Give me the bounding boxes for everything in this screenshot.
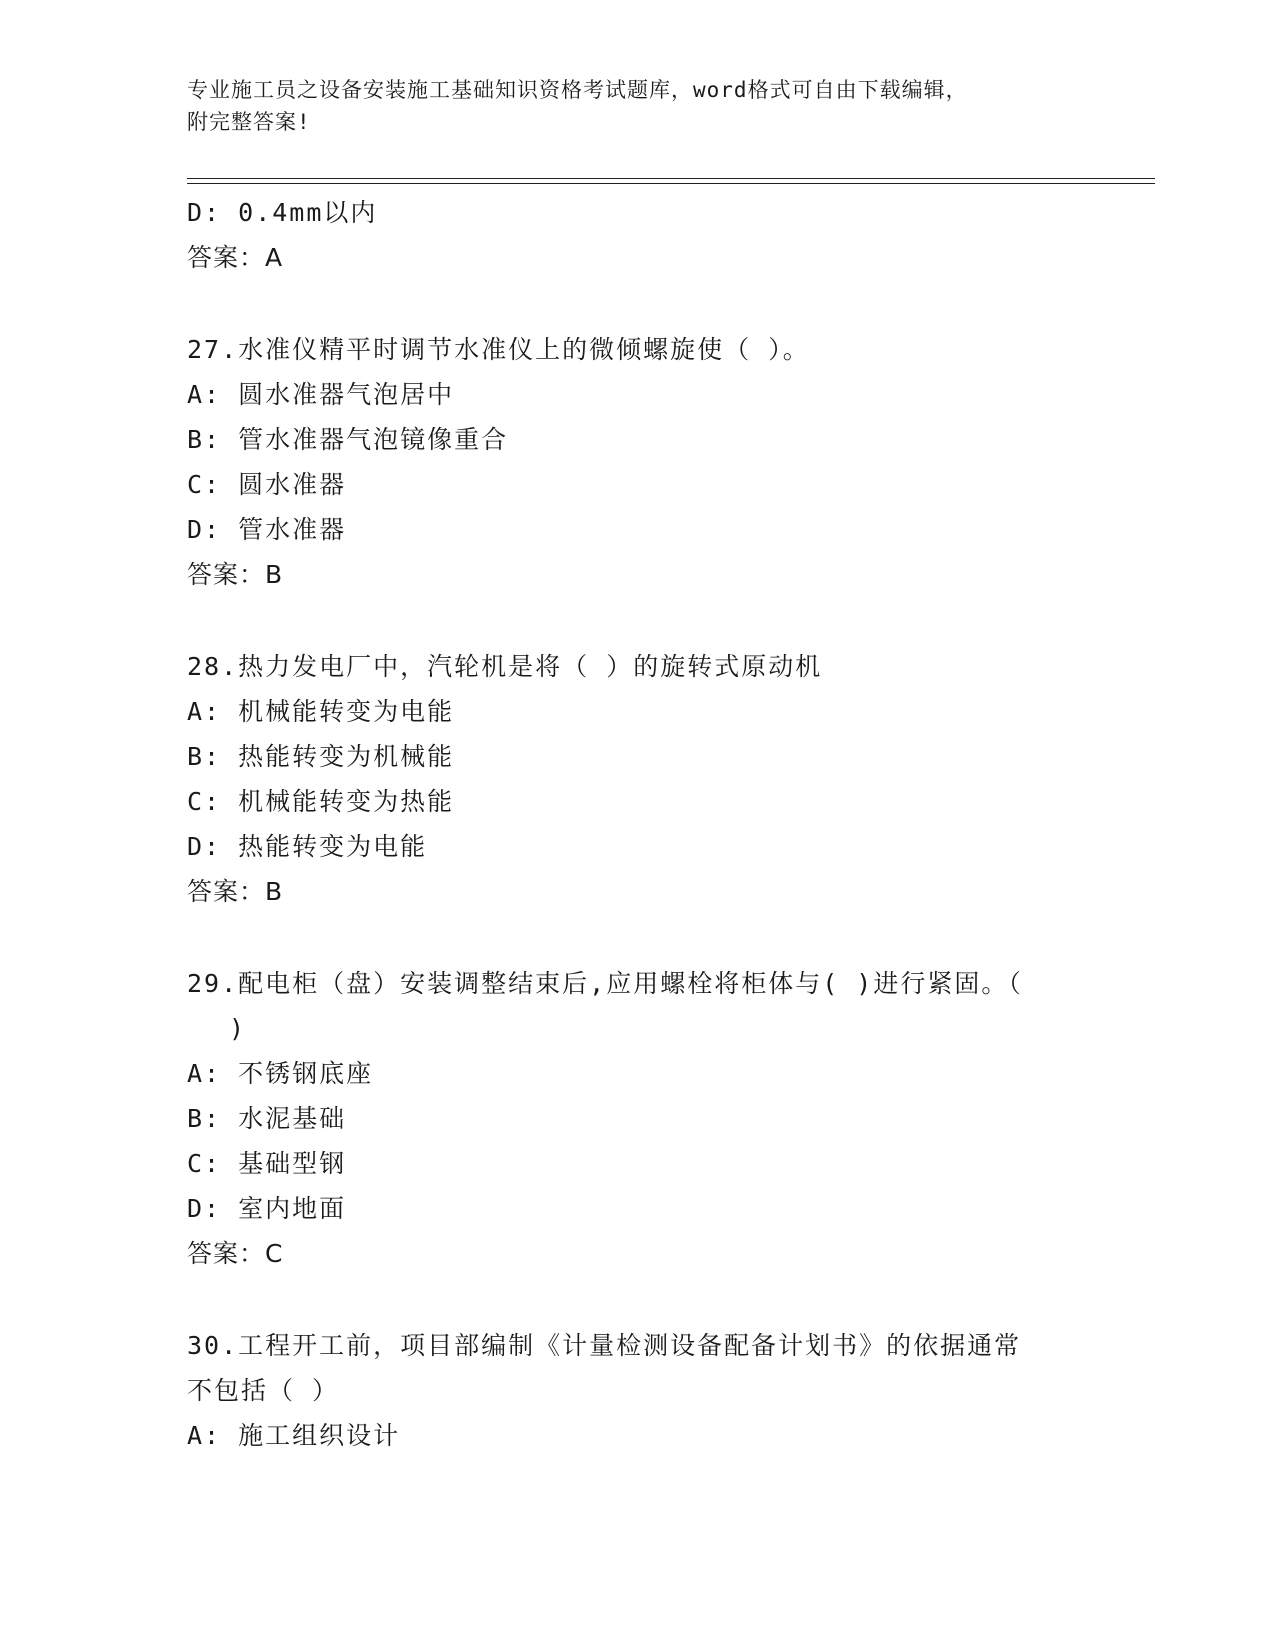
answer-line: 答案：A (187, 243, 284, 272)
spacer (187, 914, 1087, 961)
option-d: D: 管水准器 (187, 515, 347, 544)
option-d: D: 热能转变为电能 (187, 832, 428, 861)
option-d: D: 0.4mm以内 (187, 198, 378, 227)
question-stem-continuation: 不包括（ ） (187, 1376, 340, 1405)
header-line-1: 专业施工员之设备安装施工基础知识资格考试题库，word格式可自由下载编辑， (187, 78, 968, 102)
question-stem-continuation: ) (229, 1014, 247, 1043)
question-28 (187, 644, 1087, 914)
spacer (187, 280, 1087, 327)
answer-line: 答案：B (187, 560, 284, 589)
question-27 (187, 327, 1087, 597)
question-stem: 30.工程开工前，项目部编制《计量检测设备配备计划书》的依据通常 (187, 1331, 1022, 1360)
option-b: B: 热能转变为机械能 (187, 742, 455, 771)
header-rule-top (187, 178, 1155, 179)
option-b: B: 管水准器气泡镜像重合 (187, 425, 509, 454)
page-header (187, 74, 1067, 138)
question-stem: 27.水准仪精平时调节水准仪上的微倾螺旋使（ ）。 (187, 335, 810, 364)
spacer (187, 1276, 1087, 1323)
answer-line: 答案：C (187, 1239, 284, 1268)
option-c: C: 圆水准器 (187, 470, 347, 499)
question-stem: 29.配电柜（盘）安装调整结束后,应用螺栓将柜体与( )进行紧固。（ (187, 969, 1023, 998)
option-a: A: 机械能转变为电能 (187, 697, 455, 726)
spacer (187, 597, 1087, 644)
option-a: A: 不锈钢底座 (187, 1059, 374, 1088)
header-line-2: 附完整答案! (187, 110, 311, 134)
option-c: C: 基础型钢 (187, 1149, 347, 1178)
question-29 (187, 961, 1087, 1276)
option-d: D: 室内地面 (187, 1194, 347, 1223)
question-stem: 28.热力发电厂中，汽轮机是将（ ）的旋转式原动机 (187, 652, 823, 681)
option-b: B: 水泥基础 (187, 1104, 347, 1133)
question-30 (187, 1323, 1087, 1458)
option-a: A: 圆水准器气泡居中 (187, 380, 455, 409)
option-c: C: 机械能转变为热能 (187, 787, 455, 816)
answer-line: 答案：B (187, 877, 284, 906)
header-rule-bottom (187, 183, 1155, 184)
option-a: A: 施工组织设计 (187, 1421, 401, 1450)
question-list (187, 190, 1087, 1458)
